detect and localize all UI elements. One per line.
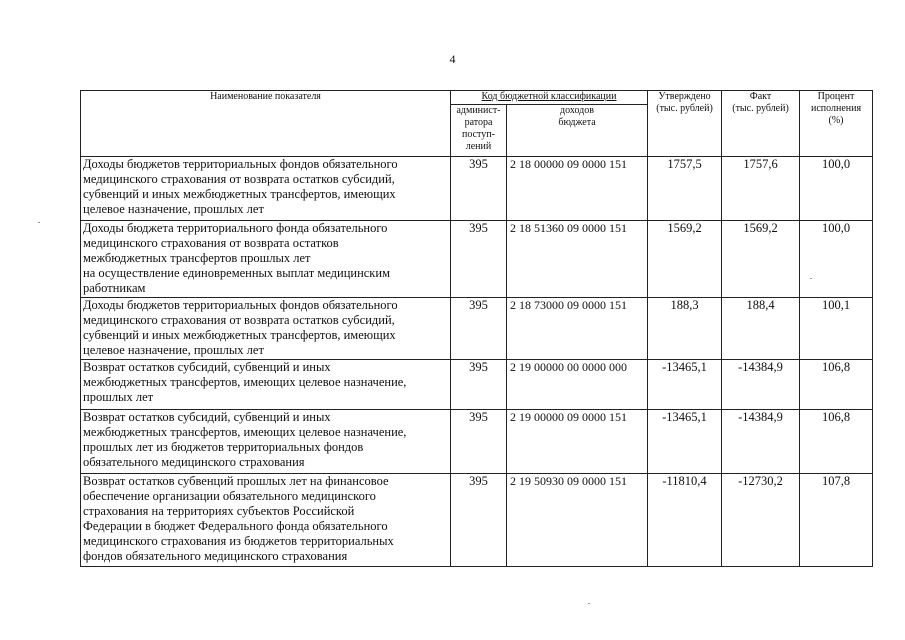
row-name: Возврат остатков субвенций прошлых лет на финансовое обеспечение организации обязательного медицинского страхования на территориях субъектов Российской Федерации в бюджет Федерального фонда обязательного медицинского страхования из бюджетов территориальных фондов обязательного медицинского страхования (81, 474, 451, 567)
header-name: Наименование показателя (81, 91, 451, 157)
scan-speck (588, 603, 590, 604)
header-income: доходов бюджета (507, 105, 648, 157)
row-admin: 395 (451, 221, 507, 298)
row-name: Доходы бюджета территориального фонда обязательного медицинского страхования от возврата остатков межбюджетных трансфертов прошлых лет на осуществление единовременных выплат медицинским работникам (81, 221, 451, 298)
row-name: Возврат остатков субсидий, субвенций и иных межбюджетных трансфертов, имеющих целевое назначение, прошлых лет из бюджетов территориальных фондов обязательного медицинского страхования (81, 410, 451, 474)
row-admin: 395 (451, 298, 507, 360)
row-name: Доходы бюджетов территориальных фондов обязательного медицинского страхования от возврата остатков субсидий, субвенций и иных межбюджетных трансфертов, имеющих целевое назначение, прошлых лет (81, 298, 451, 360)
row-percent: 107,8 (800, 474, 873, 567)
row-code: 2 19 00000 00 0000 000 (507, 360, 648, 410)
table-row (81, 221, 873, 298)
row-approved: -13465,1 (648, 360, 722, 410)
row-fact: -12730,2 (722, 474, 800, 567)
row-admin: 395 (451, 157, 507, 221)
table-row (81, 360, 873, 410)
row-admin: 395 (451, 474, 507, 567)
row-code: 2 18 00000 09 0000 151 (507, 157, 648, 221)
table-row (81, 298, 873, 360)
row-code: 2 18 51360 09 0000 151 (507, 221, 648, 298)
header-fact: Факт (тыс. рублей) (722, 91, 800, 157)
row-admin: 395 (451, 410, 507, 474)
table-row (81, 410, 873, 474)
row-name: Возврат остатков субсидий, субвенций и иных межбюджетных трансфертов, имеющих целевое назначение, прошлых лет (81, 360, 451, 410)
header-admin: админист- ратора поступ- лений (451, 105, 507, 157)
row-fact: -14384,9 (722, 360, 800, 410)
row-percent: 106,8 (800, 360, 873, 410)
row-percent: 100,0 (800, 221, 873, 298)
row-percent: 100,1 (800, 298, 873, 360)
row-code: 2 19 50930 09 0000 151 (507, 474, 648, 567)
row-fact: 1569,2 (722, 221, 800, 298)
scan-speck (38, 222, 40, 223)
table-row (81, 157, 873, 221)
row-code: 2 18 73000 09 0000 151 (507, 298, 648, 360)
row-approved: -13465,1 (648, 410, 722, 474)
header-classification: Код бюджетной классификации (451, 91, 648, 105)
row-fact: 1757,6 (722, 157, 800, 221)
scan-speck (810, 278, 812, 279)
header-percent: Процент исполнения (%) (800, 91, 873, 157)
row-approved: -11810,4 (648, 474, 722, 567)
row-code: 2 19 00000 09 0000 151 (507, 410, 648, 474)
row-admin: 395 (451, 360, 507, 410)
budget-table (80, 90, 873, 567)
page-number: 4 (449, 52, 456, 66)
row-percent: 106,8 (800, 410, 873, 474)
row-fact: -14384,9 (722, 410, 800, 474)
table-row (81, 474, 873, 567)
row-percent: 100,0 (800, 157, 873, 221)
row-approved: 1569,2 (648, 221, 722, 298)
row-fact: 188,4 (722, 298, 800, 360)
row-approved: 1757,5 (648, 157, 722, 221)
row-name: Доходы бюджетов территориальных фондов обязательного медицинского страхования от возврата остатков субсидий, субвенций и иных межбюджетных трансфертов, имеющих целевое назначение, прошлых лет (81, 157, 451, 221)
header-approved: Утверждено (тыс. рублей) (648, 91, 722, 157)
row-approved: 188,3 (648, 298, 722, 360)
